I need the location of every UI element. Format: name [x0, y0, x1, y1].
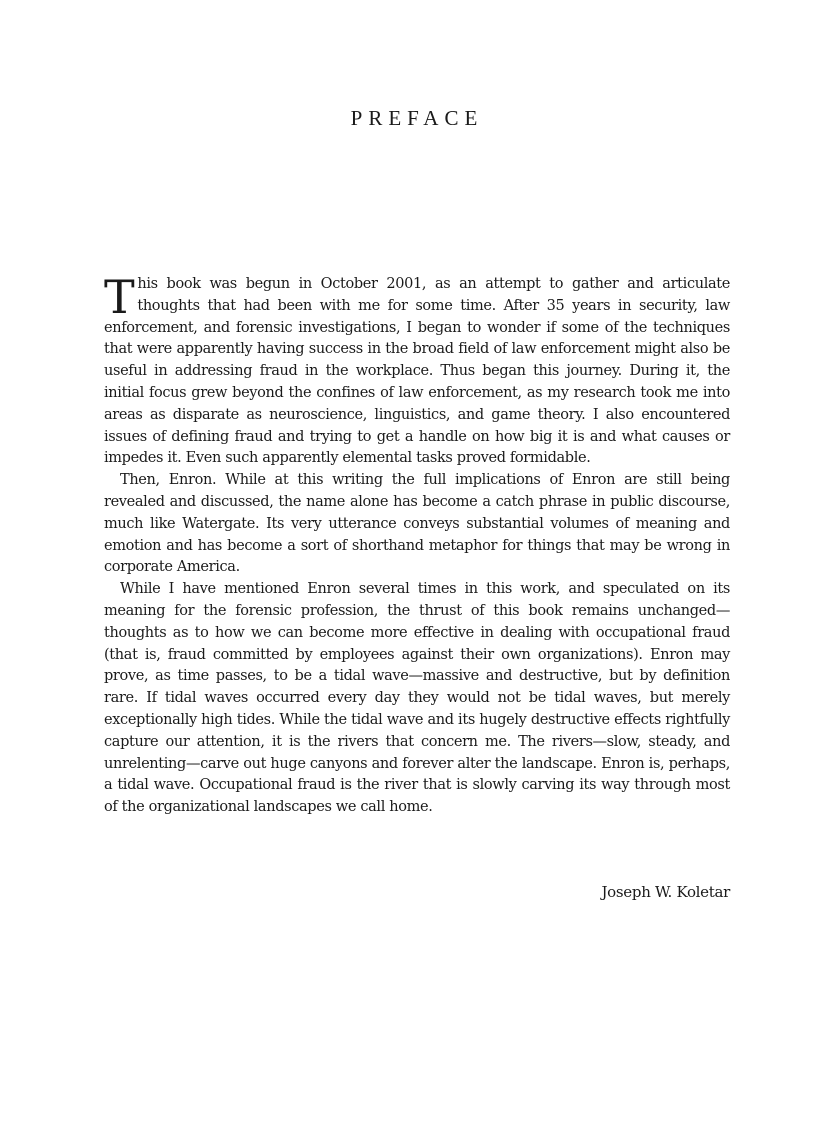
paragraph-3: While I have mentioned Enron several times in this work, and speculated on its meaning for the forensic profession, the thrust of this book remains unchanged—thoughts as to how we can become more effective in dealing with occupational fraud (that is, fraud committed by employees against their own organizations). Enron may prove, as time passes, to be a tidal wave—massive and destructive, but by definition rare. If tidal waves occurred every day they would not be tidal waves, but merely exceptionally high tides. While the tidal wave and its hugely destructive effects rightfully capture our attention, it is the rivers that concern me. The rivers—slow, steady, and unrelenting—carve out huge canyons and forever alter the landscape. Enron is, perhaps, a tidal wave. Occupational fraud is the river that is slowly carving its way through most of the organizational landscapes we call home. [104, 581, 730, 816]
drop-cap: T [104, 270, 135, 324]
preface-body [104, 270, 730, 819]
page-title: PREFACE [350, 106, 484, 130]
paragraph-1-text: his book was begun in October 2001, as an attempt to gather and articulate thoughts that had been with me for some time. After 35 years in security, law enforcement, and forensic investigations, I began to wonder if some of the techniques that were apparently having success in the broad field of law enforcement might also be useful in addressing fraud in the workplace. Thus began this journey. During it, the initial focus grew beyond the confines of law enforcement, as my research took me into areas as disparate as neuroscience, linguistics, and game theory. I also encountered issues of defining fraud and trying to get a handle on how big it is and what causes or impedes it. Even such apparently elemental tasks proved formidable. [104, 276, 730, 467]
paragraph-2: Then, Enron. While at this writing the full implications of Enron are still being revealed and discussed, the name alone has become a catch phrase in public discourse, much like Watergate. Its very utterance conveys substantial volumes of meaning and emotion and has become a sort of shorthand metaphor for things that may be wrong in corporate America. [104, 472, 730, 576]
paragraph-1 [104, 270, 730, 470]
author-signature: Joseph W. Koletar [601, 883, 730, 901]
